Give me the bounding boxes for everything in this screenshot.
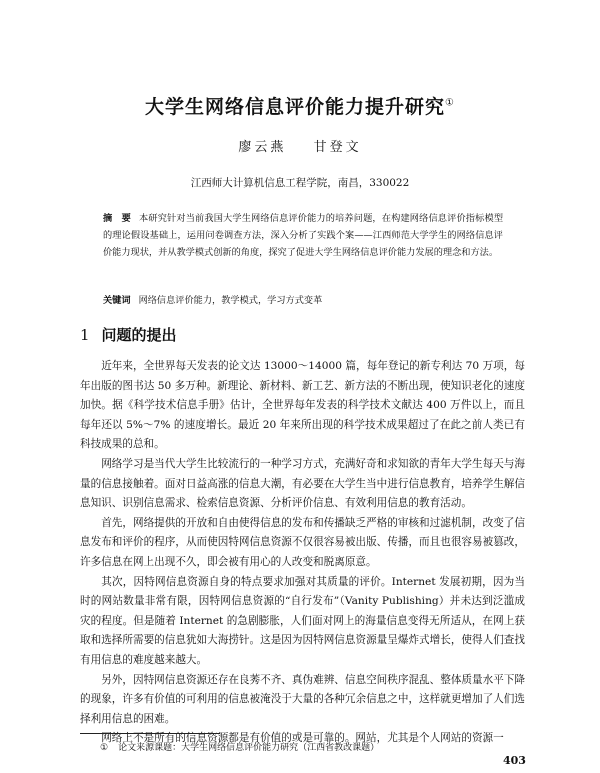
footnote-text: 论文来源课题：大学生网络信息评价能力研究（江西省教改课题） xyxy=(118,743,380,753)
author-affiliation: 江西师大计算机信息工程学院，南昌，330022 xyxy=(190,177,410,189)
author-name: 甘登文 xyxy=(313,140,362,155)
footnote xyxy=(100,740,520,753)
title-footnote-mark: ① xyxy=(445,97,455,109)
section-heading xyxy=(80,324,177,345)
footnote-mark: ① xyxy=(100,743,109,753)
page-number: 403 xyxy=(503,754,526,767)
keywords xyxy=(103,293,503,309)
body-paragraph: 其次，因特网信息资源自身的特点要求加强对其质量的评价。Internet 发展初期，因为当时的网站数量非常有限，因特网信息资源的“自行发布”（Vanity Publishing）并未达到泛滥成灾的程度。但是随着 Internet 的急剧膨胀，人们面对网上的海量信息变得无所适从，在网上获取和选择所需要的信息犹如大海捞针。这是因为因特网信息资源量呈爆炸式增长，使得人们查找有用信息的难度越来越大。 xyxy=(80,575,525,666)
abstract-label: 摘 要 xyxy=(103,213,132,224)
body-paragraph: 网络上不是所有的信息资源都是有价值的或是可靠的。网站，尤其是个人网站的资源一 xyxy=(101,732,504,745)
paper-title xyxy=(0,92,600,119)
body-text xyxy=(80,357,525,749)
abstract-text: 本研究针对当前我国大学生网络信息评价能力的培养问题，在构建网络信息评价指标模型的理论假设基础上，运用问卷调查方法，深入分析了实践个案——江西师范大学学生的网络信息评价能力现状，并从教学模式创新的角度，探究了促进大学生网络信息评价能力发展的理念和方法。 xyxy=(103,213,504,258)
author-name: 廖云燕 xyxy=(238,140,287,155)
footnote-divider xyxy=(80,733,220,734)
section-title: 问题的提出 xyxy=(101,326,177,344)
title-text: 大学生网络信息评价能力提升研究 xyxy=(145,96,446,118)
section-number: 1 xyxy=(80,326,90,344)
keywords-label: 关键词 xyxy=(103,295,131,306)
author-list xyxy=(0,136,600,155)
body-paragraph: 另外，因特网信息资源还存在良莠不齐、真伪难辨、信息空间秩序混乱、整体质量水平下降的现象，许多有价值的可利用的信息被淹没于大量的各种冗余信息之中，这样就更增加了人们选择利用信息的困难。 xyxy=(80,673,525,725)
abstract xyxy=(103,210,503,261)
body-paragraph: 首先，网络提供的开放和自由使得信息的发布和传播缺乏严格的审核和过滤机制，改变了信息发布和评价的程序，从而使因特网信息资源不仅很容易被出版、传播，而且也很容易被篡改，许多信息在网上出现不久，即会被有用心的人改变和脱离原意。 xyxy=(80,516,525,568)
keywords-text: 网络信息评价能力，教学模式，学习方式变革 xyxy=(138,295,323,306)
body-paragraph: 网络学习是当代大学生比较流行的一种学习方式，充满好奇和求知欲的青年大学生每天与海量的信息接触着。面对日益高涨的信息大潮，有必要在大学生当中进行信息教育，培养学生解信息知识、识别信息需求、检索信息资源、分析评价信息、有效利用信息的教育活动。 xyxy=(80,457,525,510)
body-paragraph: 近年来，全世界每天发表的论文达 13000～14000 篇，每年登记的新专利达 70 万项，每年出版的图书达 50 多万种。新理论、新材料、新工艺、新方法的不断出现，使知识老化的速度加快。据《科学技术信息手册》估计，全世界每年发表的科学技术文献达 400 万件以上，而且每年还以 5%～7% 的速度增长。最近 20 年来所出现的科学技术成果超过了在此之前人类已有科技成果的总和。 xyxy=(80,360,525,451)
